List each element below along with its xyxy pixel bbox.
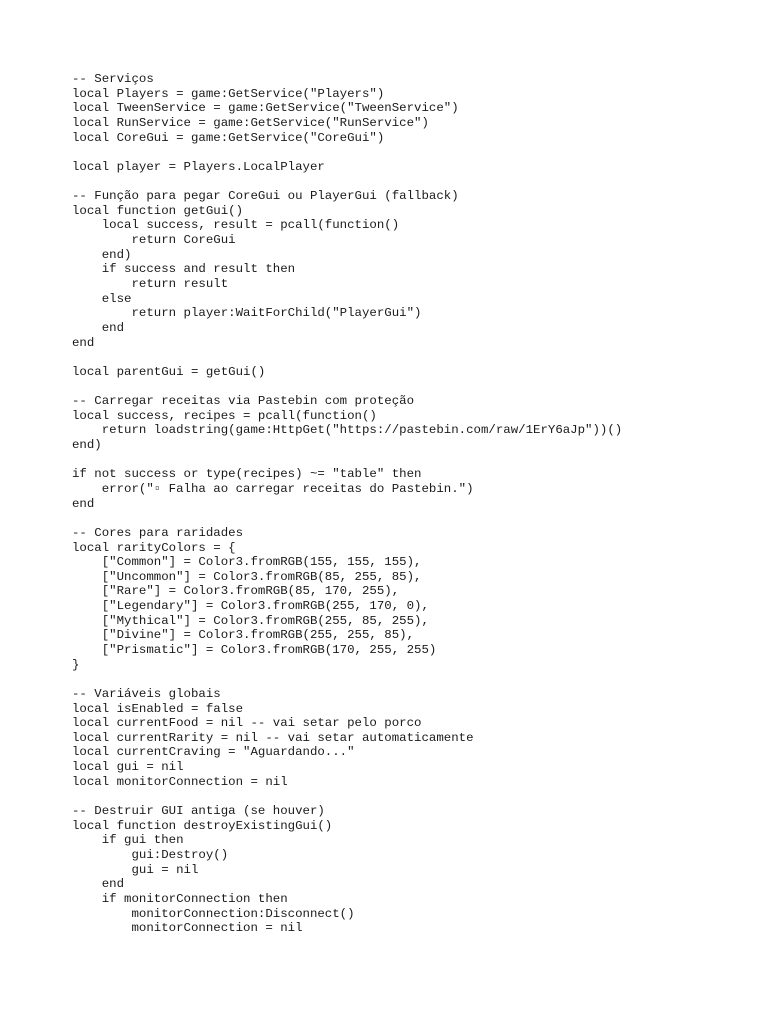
code-line: local function destroyExistingGui() [72,818,333,833]
code-line: local currentCraving = "Aguardando..." [72,745,355,760]
code-line: monitorConnection:Disconnect() [72,906,355,921]
code-line [72,789,622,804]
code-line: local function getGui() [72,203,244,218]
code-line: end [72,335,95,350]
code-line: error("▫ Falha ao carregar receitas do Pastebin.") [72,481,474,496]
code-line: local gui = nil [72,760,184,775]
code-line: local Players = game:GetService("Players") [72,86,385,101]
code-line: end [72,877,125,892]
code-line: ["Prismatic"] = Color3.fromRGB(170, 255, 255) [72,642,437,657]
code-line [72,511,622,526]
code-line: -- Cores para raridades [72,525,244,540]
code-line: return result [72,276,229,291]
code-line: local TweenService = game:GetService("TweenService") [72,101,459,116]
code-line: return CoreGui [72,233,236,248]
code-line: else [72,291,132,306]
code-line: gui = nil [72,862,199,877]
code-line: local RunService = game:GetService("RunService") [72,115,429,130]
code-line: -- Função para pegar CoreGui ou PlayerGui (fallback) [72,189,459,204]
code-block [72,72,622,936]
code-line: monitorConnection = nil [72,921,303,936]
code-line: return player:WaitForChild("PlayerGui") [72,306,422,321]
code-line: return loadstring(game:HttpGet("https://pastebin.com/raw/1ErY6aJp"))() [72,423,623,438]
code-line: -- Serviços [72,72,154,86]
code-line: ["Common"] = Color3.fromRGB(155, 155, 155), [72,555,422,570]
code-line: end [72,496,95,511]
code-line: ["Legendary"] = Color3.fromRGB(255, 170, 0), [72,599,429,614]
code-line: ["Rare"] = Color3.fromRGB(85, 170, 255), [72,584,400,599]
code-line [72,379,622,394]
code-line: if gui then [72,833,184,848]
code-line: local monitorConnection = nil [72,774,288,789]
code-line: if success and result then [72,262,296,277]
code-line: if not success or type(recipes) ~= "table" then [72,467,422,482]
code-line [72,145,622,160]
code-line: local parentGui = getGui() [72,364,266,379]
code-line: -- Variáveis globais [72,686,221,701]
code-line: local currentFood = nil -- vai setar pelo porco [72,716,422,731]
code-line: } [72,657,80,672]
code-line [72,453,622,468]
code-line: local success, recipes = pcall(function() [72,408,377,423]
code-line: local success, result = pcall(function() [72,218,400,233]
code-line: if monitorConnection then [72,891,288,906]
code-line: -- Carregar receitas via Pastebin com proteção [72,394,415,409]
code-line: -- Destruir GUI antiga (se houver) [72,804,325,819]
code-line: local CoreGui = game:GetService("CoreGui") [72,130,385,145]
code-line: local isEnabled = false [72,701,244,716]
code-line: ["Divine"] = Color3.fromRGB(255, 255, 85), [72,628,415,643]
code-line: ["Uncommon"] = Color3.fromRGB(85, 255, 85), [72,569,422,584]
code-line [72,350,622,365]
code-line: local rarityColors = { [72,540,236,555]
code-line: ["Mythical"] = Color3.fromRGB(255, 85, 255), [72,613,429,628]
code-line [72,174,622,189]
code-line: local player = Players.LocalPlayer [72,159,325,174]
code-line: end) [72,438,102,453]
code-line: end [72,320,125,335]
code-line: gui:Destroy() [72,847,229,862]
code-line [72,672,622,687]
code-line: local currentRarity = nil -- vai setar automaticamente [72,730,474,745]
code-line: end) [72,247,132,262]
